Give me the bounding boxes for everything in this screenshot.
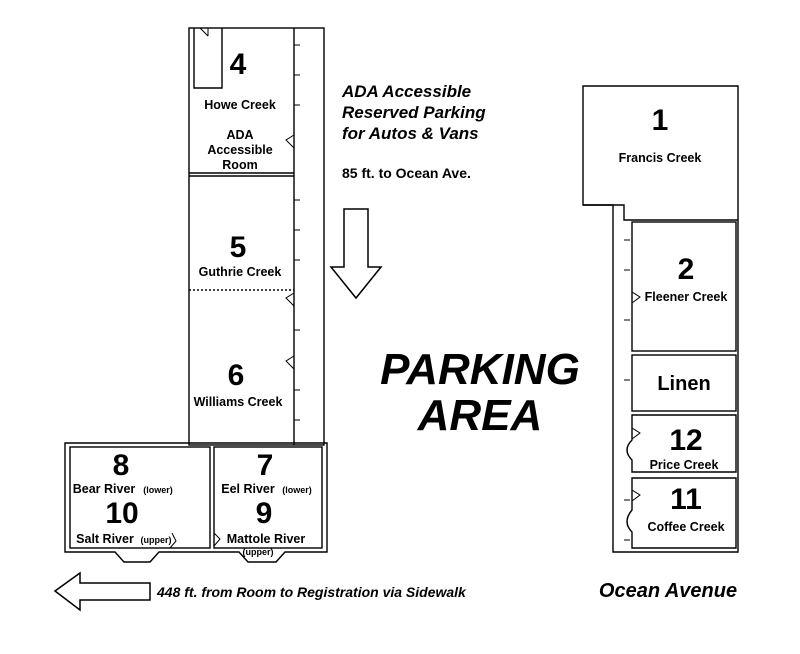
ada-parking-distance: 85 ft. to Ocean Ave. (342, 165, 471, 181)
room1-wall (583, 205, 738, 220)
room5-name: Guthrie Creek (198, 265, 282, 279)
room10-level: (upper) (140, 535, 172, 545)
room4-note-line1: ADA (226, 128, 254, 142)
room11-door (632, 490, 640, 501)
room4-inner-door (200, 28, 208, 36)
room9-level: (upper) (242, 547, 274, 557)
down-arrow-icon (331, 209, 381, 298)
room11-number: 11 (670, 483, 702, 516)
room4-bath (194, 28, 222, 88)
room2-door (632, 292, 640, 303)
street-label: Ocean Avenue (598, 580, 738, 602)
room2-number: 2 (677, 253, 695, 286)
room9-door (214, 533, 220, 546)
room1-name: Francis Creek (618, 151, 702, 165)
room4-door (286, 135, 294, 148)
room4-name: Howe Creek (204, 98, 276, 112)
parking-area-line2: AREA (417, 391, 543, 440)
room8-number: 8 (112, 449, 130, 482)
left-building (189, 28, 324, 445)
room7-name: Eel River (221, 482, 275, 496)
room9-number: 9 (255, 497, 273, 530)
sidewalk-note: 448 ft. from Room to Registration via Sidewalk (157, 584, 466, 600)
parking-area-line1: PARKING (380, 345, 580, 394)
room12-door (632, 428, 640, 439)
room4-note-line3: Room (222, 158, 258, 172)
room11-name: Coffee Creek (647, 520, 725, 534)
room6-number: 6 (227, 359, 245, 392)
room5-door (286, 293, 294, 306)
left-arrow-icon (55, 573, 150, 610)
room6-door (286, 356, 294, 369)
room4-number: 4 (229, 48, 247, 81)
room10-number: 10 (105, 497, 139, 530)
room6-name: Williams Creek (193, 395, 283, 409)
room10-name: Salt River (76, 532, 134, 546)
room7-level: (lower) (282, 485, 312, 495)
room1-number: 1 (651, 104, 669, 137)
linen-label: Linen (657, 373, 711, 395)
room8-level: (lower) (143, 485, 173, 495)
ada-parking-line2: Reserved Parking (342, 103, 486, 122)
room12-name: Price Creek (649, 458, 719, 472)
corridor-ticks (294, 45, 300, 420)
room12-number: 12 (669, 424, 703, 457)
room2-outline (632, 222, 736, 351)
ada-parking-line3: for Autos & Vans (342, 124, 479, 143)
room4-note-line2: Accessible (207, 143, 273, 157)
right-corridor-ticks (624, 240, 630, 540)
room2-name: Fleener Creek (644, 290, 728, 304)
ada-parking-line1: ADA Accessible (342, 82, 472, 101)
left-building-outline (189, 28, 324, 445)
room5-number: 5 (229, 231, 247, 264)
room8-name: Bear River (72, 482, 136, 496)
room9-name: Mattole River (226, 532, 306, 546)
room7-number: 7 (256, 449, 274, 482)
